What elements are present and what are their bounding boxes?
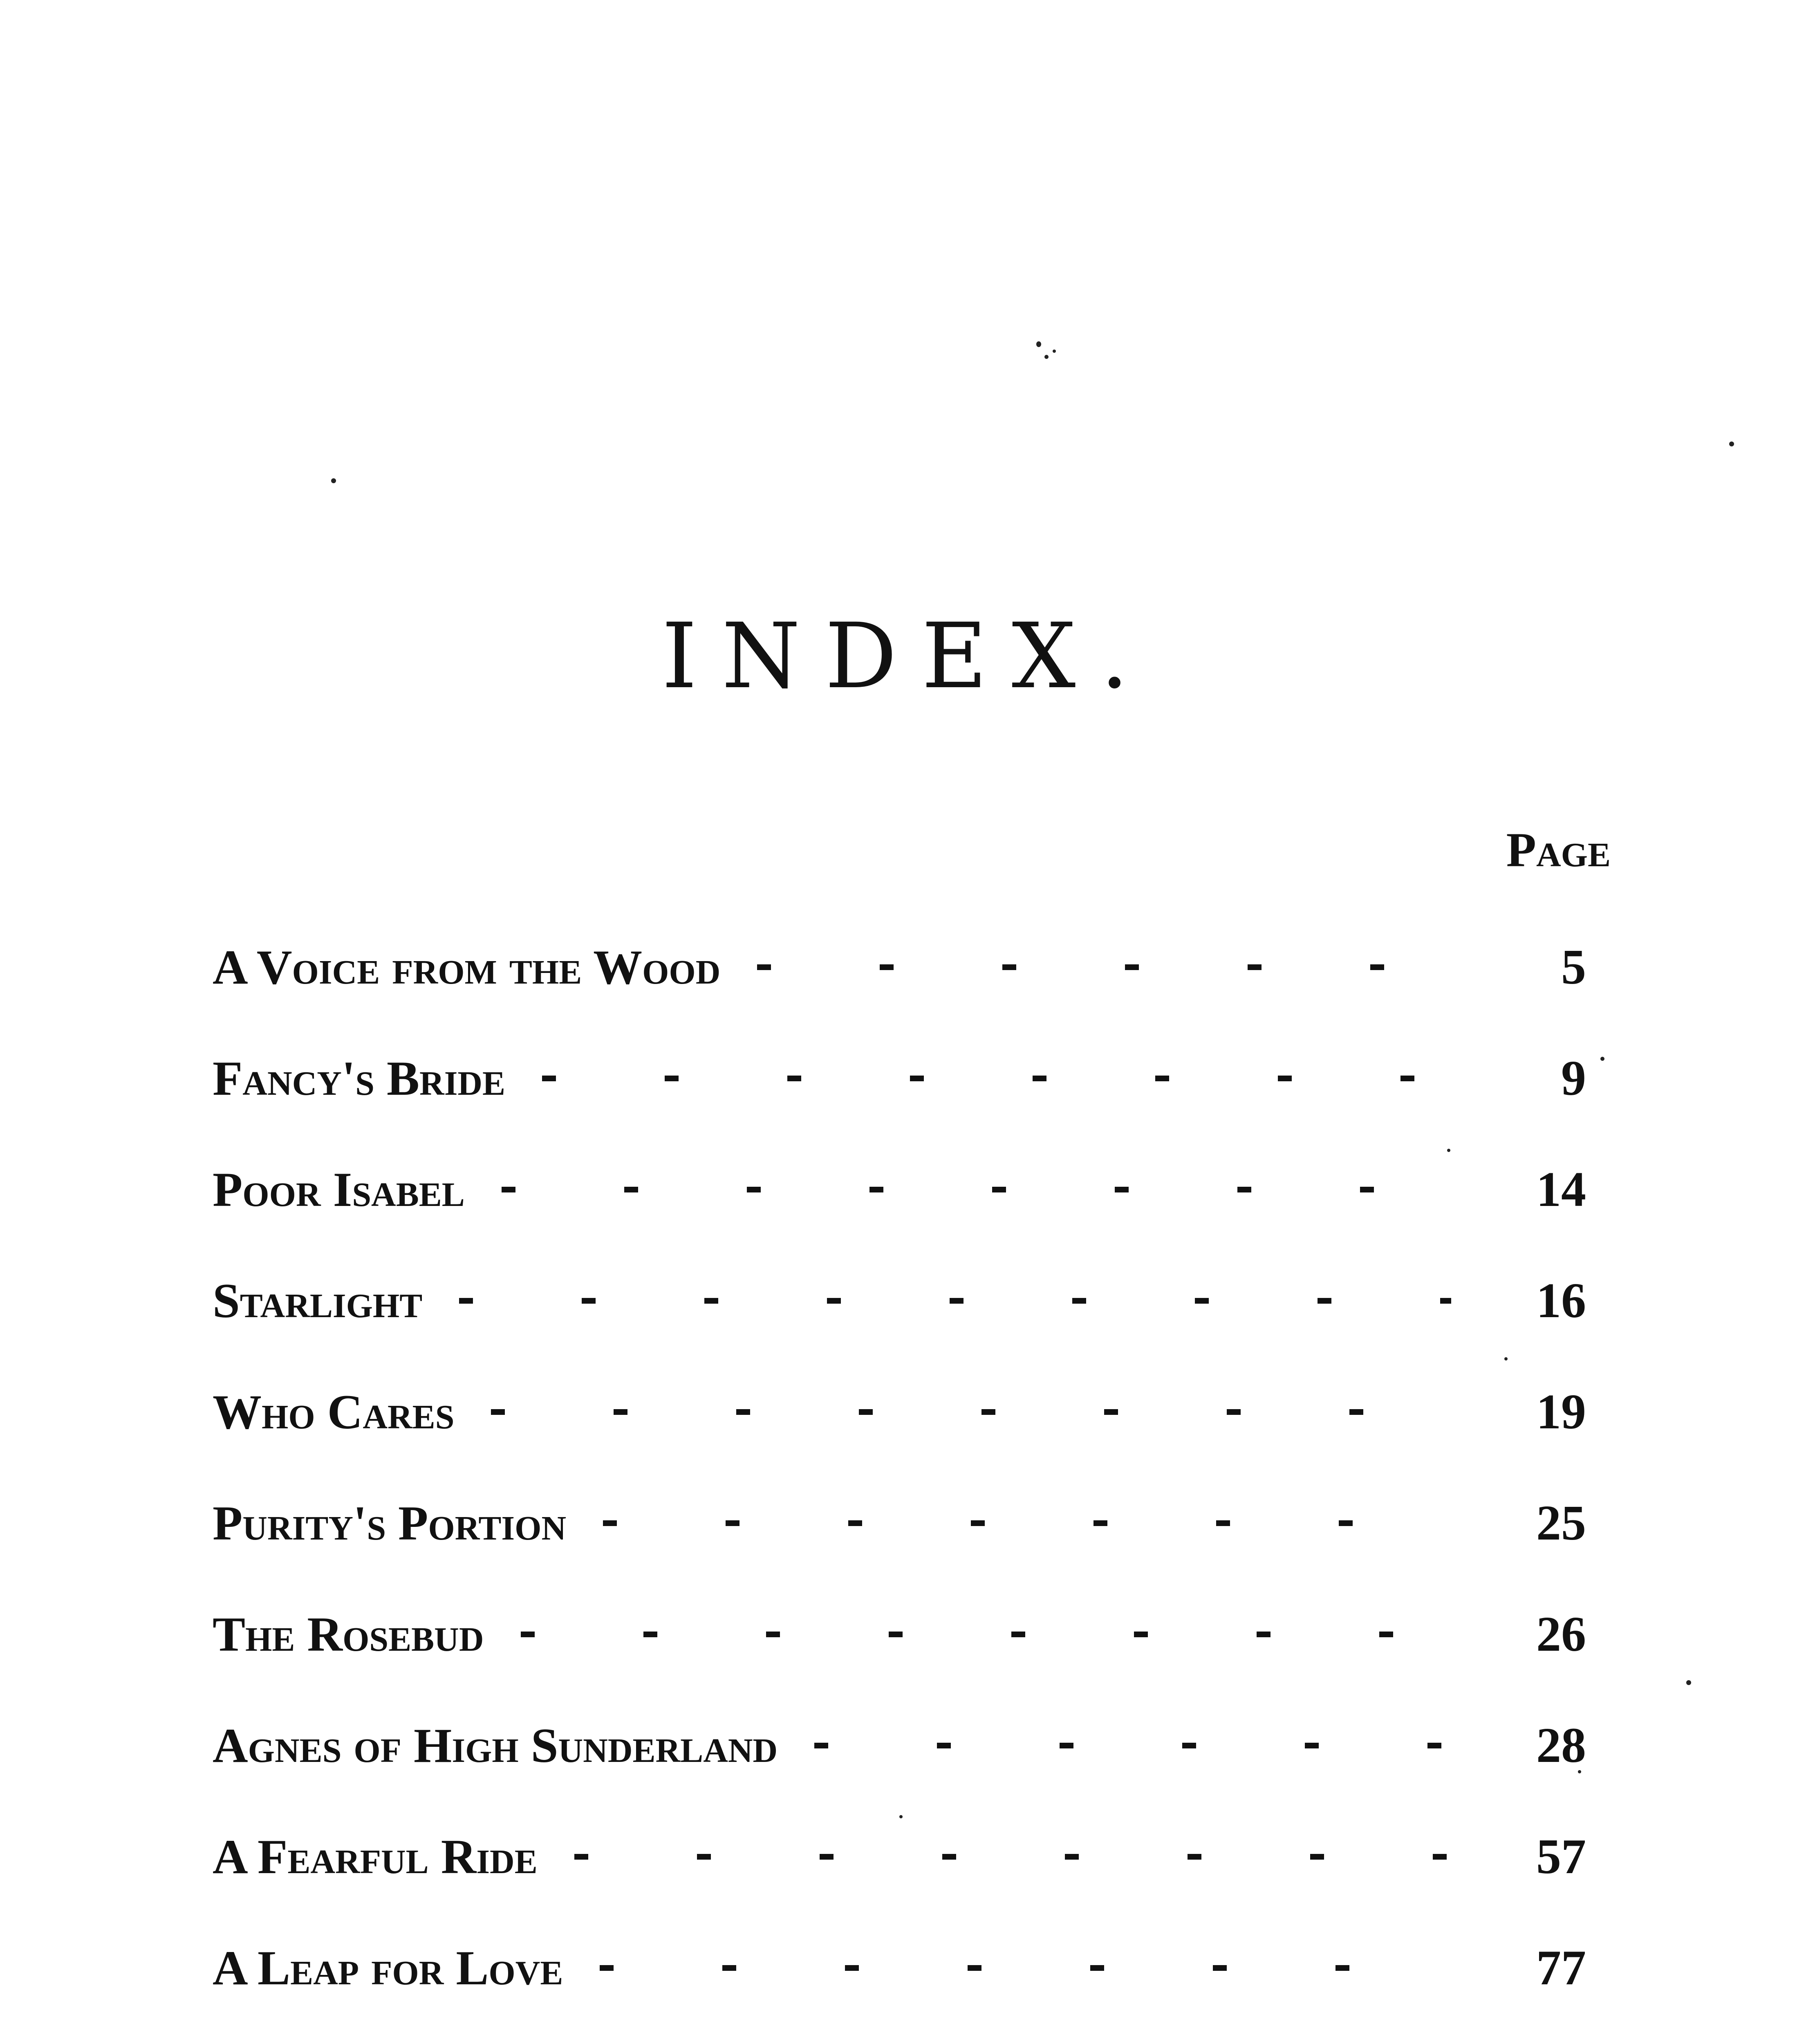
entry-page-number: 16 [1536, 1273, 1586, 1328]
print-speck [1044, 355, 1049, 359]
entry-title: The Rosebud [213, 1607, 484, 1661]
entry-title: Purity's Portion [213, 1496, 567, 1550]
dot-leader [814, 1741, 1451, 1750]
print-speck [331, 478, 336, 483]
dot-leader [459, 1297, 1451, 1305]
entry-title: A Leap for Love [213, 1941, 563, 1995]
entry-title: Poor Isabel [213, 1162, 465, 1217]
print-speck [1729, 442, 1734, 446]
dot-leader [521, 1630, 1452, 1638]
print-speck [1053, 350, 1056, 353]
page-title: INDEX. [661, 604, 1154, 709]
entry-title: Starlight [213, 1273, 423, 1328]
print-speck [1600, 1057, 1604, 1061]
entry-title: A Voice from the Wood [213, 940, 721, 994]
toc-entry [213, 2024, 1586, 2044]
dot-leader [603, 1519, 1451, 1527]
page-column-header: Page [1506, 823, 1611, 877]
entry-page-number: 9 [1561, 1051, 1586, 1106]
entry-page-number: 25 [1536, 1495, 1586, 1551]
toc-entry [213, 1468, 1586, 1579]
toc-entry [213, 1023, 1586, 1134]
toc-entry [213, 1690, 1586, 1801]
print-speck [1686, 1680, 1691, 1685]
dot-leader [574, 1853, 1451, 1861]
table-of-contents [213, 912, 1586, 2044]
entry-page-number: 28 [1536, 1718, 1586, 1773]
entry-title: A Fearful Ride [213, 1829, 538, 1884]
toc-entry [213, 1801, 1586, 1912]
dot-leader [542, 1074, 1451, 1083]
entry-title: Who Cares [213, 1385, 455, 1439]
dot-leader [491, 1408, 1451, 1416]
toc-entry [213, 1134, 1586, 1245]
toc-entry [213, 1579, 1586, 1690]
dot-leader [600, 1964, 1451, 1972]
toc-entry [213, 1245, 1586, 1356]
entry-page-number: 14 [1536, 1162, 1586, 1217]
entry-page-number: 57 [1536, 1829, 1586, 1884]
entry-page-number: 19 [1536, 1384, 1586, 1439]
toc-entry [213, 1912, 1586, 2024]
toc-entry [213, 1356, 1586, 1468]
entry-page-number: 5 [1561, 939, 1586, 995]
dot-leader [502, 1186, 1451, 1194]
entry-title: Agnes of High Sunderland [213, 1718, 778, 1773]
dot-leader [757, 963, 1451, 971]
print-speck [1036, 341, 1041, 347]
entry-title: Fancy's Bride [213, 1051, 506, 1105]
entry-page-number: 26 [1536, 1607, 1586, 1662]
entry-page-number: 77 [1536, 1940, 1586, 1995]
toc-entry [213, 912, 1586, 1023]
